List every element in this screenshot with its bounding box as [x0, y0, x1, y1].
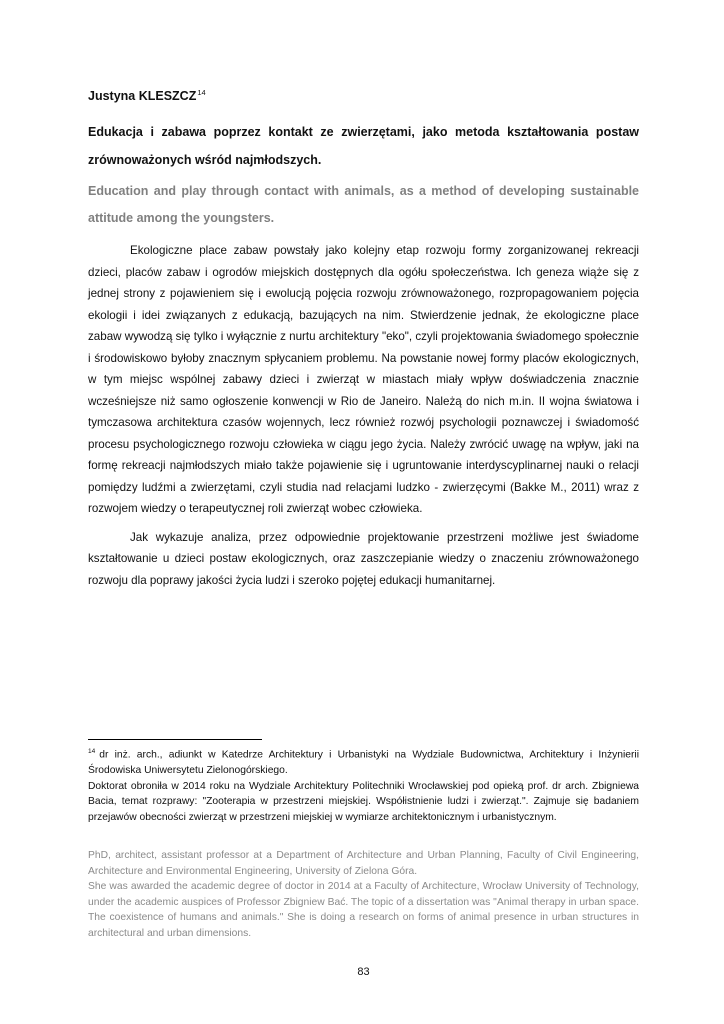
- footnote-paragraph: PhD, architect, assistant professor at a Department of Architecture and Urban Planning, Faculty of Civil Engineering, Architecture and Environmental Engineering, University of Zielona Góra.: [88, 850, 639, 877]
- footnote-paragraph: Doktorat obroniła w 2014 roku na Wydziale Architektury Politechniki Wrocławskiej pod opieką prof. dr arch. Zbigniewa Bacia, temat rozprawy: "Zooterapia w przestrzeni miejskiej. Współistnienie ludzi i zwierząt.". Zajmuje się badaniem przejawów obecności zwierząt w przestrzeni miejskiej w wymiarze architektonicznym i urbanistycznym.: [88, 780, 639, 823]
- footnote-affiliation: dr inż. arch., adiunkt w Katedrze Architektury i Urbanistyki na Wydziale Budownictwa, Architektury i Inżynierii Środowiska Uniwersytetu Zielonogórskiego.: [88, 749, 639, 777]
- body-paragraph: Jak wykazuje analiza, przez odpowiednie projektowanie przestrzeni możliwe jest świadome kształtowanie u dzieci postaw ekologicznych, oraz zaszczepianie wiedzy o znaczeniu zrównoważonego rozwoju dla poprawy jakości życia ludzi i szeroko pojętej edukacji humanitarnej.: [88, 530, 639, 587]
- body-paragraph: Ekologiczne place zabaw powstały jako kolejny etap rozwoju formy zorganizowanej rekreacji dzieci, placów zabaw i ogrodów miejskich dostępnych dla ogółu społeczeństwa. Ich geneza wiąże się z jednej strony z pojawieniem się i ewolucją pojęcia rozwoju zrównoważonego, rozpropagowaniem pojęcia ekologii i idei związanych z edukacją, bazujących na nim. Stwierdzenie jednak, że ekologiczne place zabaw wywodzą się tylko i wyłącznie z nurtu architektury "eko", czyli projektowania świadomego społecznie i środowiskowo byłoby znacznym spłycaniem problemu. Na powstanie nowej formy placów ekologicznych, w tym miejsc wspólnej zabawy dzieci i zwierząt w miastach miały wpływ doświadczenia znacznie wcześniejsze niż samo ogłoszenie konwencji w Rio de Janeiro. Należą do nich m.in. II wojna światowa i tymczasowa architektura czasów wojennych, lecz również rozwój psychologii poznawczej i świadomość procesu psychologicznego rozwoju człowieka w ciągu jego życia. Należy zwrócić uwagę na wpływ, jaki na formę rekreacji najmłodszych miało także pojawienie się i ugruntowanie interdyscyplinarnej nauki o relacji pomiędzy ludźmi a zwierzętami, czyli studia nad relacjami ludzko - zwierzęcymi (Bakke M., 2011) wraz z rozwojem wiedzy o terapeutycznej roli zwierząt wobec człowieka.: [88, 244, 639, 515]
- footnote-paragraph: [88, 744, 639, 779]
- author-name-text: Justyna KLESZCZ: [88, 89, 197, 104]
- page-number: 83: [357, 966, 370, 978]
- footnote-number: 14: [88, 748, 96, 755]
- footnote-reference[interactable]: 14: [197, 88, 206, 97]
- article-title-english: Education and play through contact with animals, as a method of developing sustainable attitude among the youngsters.: [88, 184, 639, 225]
- footnote-polish: [88, 744, 639, 825]
- footnote-separator: [88, 739, 262, 740]
- author-name: [88, 88, 206, 103]
- document-page: [88, 0, 639, 1024]
- article-title-polish: Edukacja i zabawa poprzez kontakt ze zwierzętami, jako metoda kształtowania postaw zrównoważonych wśród najmłodszych.: [88, 125, 639, 167]
- article-body: [88, 240, 639, 591]
- footnote-english: [88, 848, 639, 942]
- footnote-paragraph: She was awarded the academic degree of doctor in 2014 at a Faculty of Architecture, Wrocław University of Technology, under the academic auspices of Professor Zbigniew Bać. The topic of a dissertation was "Animal therapy in urban space. The coexistence of humans and animals." She is doing a research on forms of animal presence in urban structures in architectural and urban dimensions.: [88, 881, 639, 939]
